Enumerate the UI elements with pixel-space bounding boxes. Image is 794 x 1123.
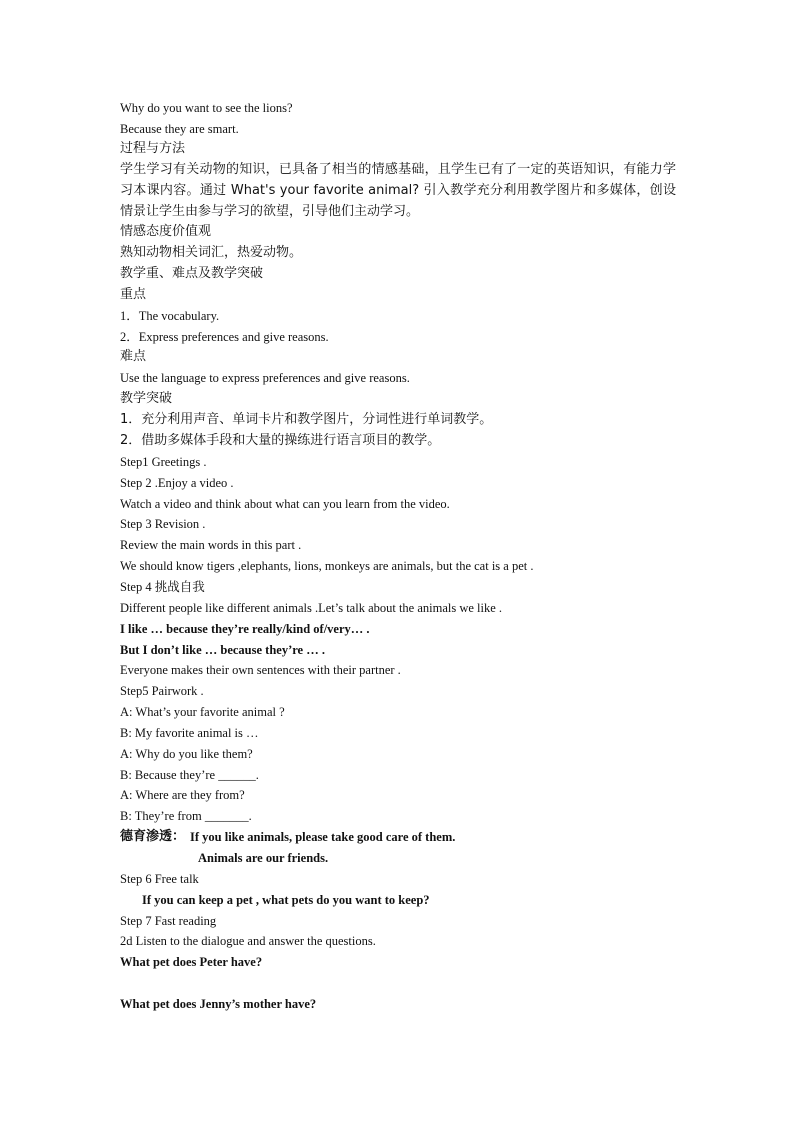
moral-sentence: Animals are our friends. (198, 851, 329, 865)
list-item: 2．Express preferences and give reasons. (120, 330, 329, 344)
text-line: Review the main words in this part . (120, 538, 302, 552)
text-line: Because they are smart. (120, 122, 239, 136)
step-heading: Step5 Pairwork . (120, 684, 204, 698)
dialogue-line: B: They’re from _______. (120, 809, 252, 823)
step-heading: Step 3 Revision . (120, 517, 206, 531)
step-heading: Step 7 Fast reading (120, 914, 217, 928)
section-heading: 教学突破 (120, 391, 173, 406)
step-heading: Step 2 .Enjoy a video . (120, 476, 234, 490)
section-heading: 过程与方法 (120, 141, 186, 156)
moral-label: 德育渗透： (120, 829, 186, 844)
question-line: If you can keep a pet , what pets do you want to keep? (142, 893, 430, 907)
text-line: Watch a video and think about what can you learn from the video. (120, 497, 450, 511)
dialogue-line: B: My favorite animal is … (120, 726, 259, 740)
moral-sentence: If you like animals, please take good care of them. (190, 830, 456, 844)
list-item: 2．借助多媒体手段和大量的操练进行语言项目的教学。 (120, 433, 441, 448)
sentence-pattern: I like … because they’re really/kind of/very… . (120, 622, 370, 636)
dialogue-line: A: What’s your favorite animal ? (120, 705, 285, 719)
text-line: Everyone makes their own sentences with their partner . (120, 663, 401, 677)
text-line: Use the language to express preferences and give reasons. (120, 371, 410, 385)
sentence-pattern: But I don’t like … because they’re … . (120, 643, 325, 657)
list-item: 1．充分利用声音、单词卡片和教学图片，分词性进行单词教学。 (120, 412, 493, 427)
text-line: 2d Listen to the dialogue and answer the questions. (120, 934, 376, 948)
dialogue-line: B: Because they’re ______. (120, 768, 259, 782)
dialogue-line: A: Why do you like them? (120, 747, 253, 761)
question-line: What pet does Jenny’s mother have? (120, 997, 317, 1011)
text-line: We should know tigers ,elephants, lions, monkeys are animals, but the cat is a pet . (120, 559, 534, 573)
section-heading: 教学重、难点及教学突破 (120, 266, 264, 281)
step-heading: Step 4 挑战自我 (120, 580, 205, 594)
text-line: Different people like different animals .Let’s talk about the animals we like . (120, 601, 503, 615)
dialogue-line: A: Where are they from? (120, 788, 245, 802)
question-line: What pet does Peter have? (120, 955, 263, 969)
step-heading: Step1 Greetings . (120, 455, 207, 469)
text-line: Why do you want to see the lions? (120, 101, 293, 115)
section-heading: 难点 (120, 349, 147, 364)
step-heading: Step 6 Free talk (120, 872, 199, 886)
section-heading: 重点 (120, 287, 147, 302)
text-line: 熟知动物相关词汇，热爱动物。 (120, 245, 303, 260)
list-item: 1．The vocabulary. (120, 309, 220, 323)
paragraph: 学生学习有关动物的知识，已具备了相当的情感基础，且学生已有了一定的英语知识，有能力学习本课内容。通过 What's your favorite animal? 引入教学充分利用教学图片和多媒体，创设情景让学生由参与学习的欲望，引导他们主动学习。 (120, 162, 676, 219)
section-heading: 情感态度价值观 (120, 224, 212, 239)
